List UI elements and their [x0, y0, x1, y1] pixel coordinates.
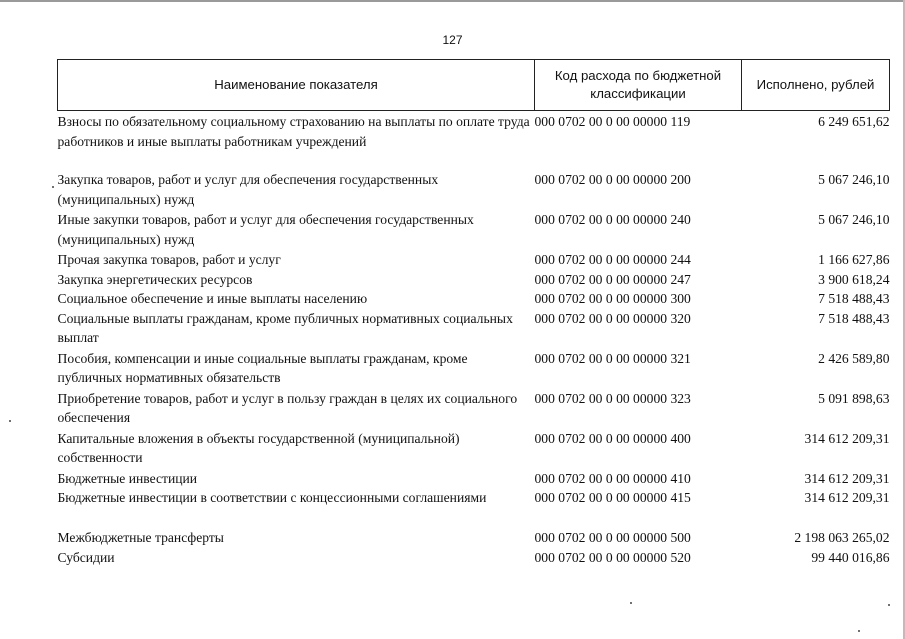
row-code: 000 0702 00 0 00 00000 240	[534, 212, 691, 227]
row-name: Закупка энергетических ресурсов	[57, 271, 253, 287]
table-header-row	[58, 60, 890, 111]
table-row	[58, 250, 890, 270]
header-code: Код расхода по бюджетной классификации	[535, 60, 742, 111]
row-name: Социальное обеспечение и иные выплаты населению	[57, 291, 368, 306]
table-row	[58, 349, 890, 389]
row-amount: 7 518 488,43	[818, 310, 890, 326]
row-amount: 314 612 209,31	[804, 430, 890, 446]
row-amount: 99 440 016,86	[811, 549, 890, 565]
header-name: Наименование показателя	[58, 60, 535, 111]
budget-table	[57, 59, 890, 567]
row-code: 000 0702 00 0 00 00000 320	[534, 310, 691, 326]
table-row	[58, 429, 890, 469]
scan-speck	[9, 420, 11, 422]
row-amount: 6 249 651,62	[818, 114, 890, 129]
table-row	[58, 488, 890, 528]
row-amount: 7 518 488,43	[818, 291, 890, 306]
row-code: 000 0702 00 0 00 00000 410	[534, 470, 691, 486]
row-name: Бюджетные инвестиции в соответствии с концессионными соглашениями	[57, 490, 487, 505]
row-code: 000 0702 00 0 00 00000 200	[534, 172, 691, 187]
row-code: 000 0702 00 0 00 00000 247	[534, 271, 691, 287]
table-row	[58, 389, 890, 429]
row-name: Субсидии	[57, 549, 115, 565]
row-code: 000 0702 00 0 00 00000 500	[534, 530, 691, 545]
row-code: 000 0702 00 0 00 00000 300	[534, 291, 691, 306]
page-number: 127	[442, 33, 463, 47]
row-amount: 3 900 618,24	[818, 271, 890, 287]
row-amount: 2 426 589,80	[818, 350, 890, 366]
table-row	[58, 170, 890, 210]
table-row	[58, 270, 890, 290]
row-code: 000 0702 00 0 00 00000 520	[534, 549, 691, 565]
header-amount: Исполнено, рублей	[742, 60, 890, 111]
table-row	[58, 289, 890, 309]
row-name: Пособия, компенсации и иные социальные выплаты гражданам, кроме публичных нормативных обязательств	[57, 350, 468, 385]
row-amount: 314 612 209,31	[804, 490, 890, 505]
scan-top-border	[0, 0, 905, 2]
row-name: Приобретение товаров, работ и услуг в пользу граждан в целях их социального обеспечения	[57, 390, 518, 425]
scan-speck	[52, 186, 54, 188]
row-name: Взносы по обязательному социальному страхованию на выплаты по оплате труда работников и иные выплаты работникам учреждений	[57, 114, 530, 149]
row-amount: 5 067 246,10	[818, 172, 890, 187]
table-row	[58, 210, 890, 250]
row-amount: 5 091 898,63	[818, 390, 890, 406]
row-code: 000 0702 00 0 00 00000 323	[534, 390, 691, 406]
scan-speck	[630, 602, 632, 604]
row-name: Социальные выплаты гражданам, кроме публичных нормативных социальных выплат	[57, 310, 513, 345]
row-name: Иные закупки товаров, работ и услуг для обеспечения государственных (муниципальных) нужд	[57, 212, 474, 247]
scan-speck	[858, 630, 860, 632]
table-row	[58, 469, 890, 489]
row-name: Закупка товаров, работ и услуг для обеспечения государственных (муниципальных) нужд	[57, 172, 439, 207]
row-amount: 5 067 246,10	[818, 212, 890, 227]
row-code: 000 0702 00 0 00 00000 321	[534, 350, 691, 366]
row-code: 000 0702 00 0 00 00000 415	[534, 490, 691, 505]
row-amount: 314 612 209,31	[804, 470, 890, 486]
table-row	[58, 111, 890, 171]
table-row	[58, 309, 890, 349]
row-name: Бюджетные инвестиции	[57, 470, 198, 486]
row-name: Межбюджетные трансферты	[57, 530, 224, 545]
row-amount: 2 198 063 265,02	[794, 530, 890, 545]
row-name: Капитальные вложения в объекты государственной (муниципальной) собственности	[57, 430, 460, 465]
row-code: 000 0702 00 0 00 00000 244	[534, 252, 691, 267]
row-name: Прочая закупка товаров, работ и услуг	[57, 252, 281, 267]
row-code: 000 0702 00 0 00 00000 119	[534, 114, 691, 129]
row-code: 000 0702 00 0 00 00000 400	[534, 430, 691, 446]
table-row	[58, 528, 890, 548]
table-row	[58, 548, 890, 568]
row-amount: 1 166 627,86	[818, 252, 890, 267]
scan-speck	[888, 604, 890, 606]
